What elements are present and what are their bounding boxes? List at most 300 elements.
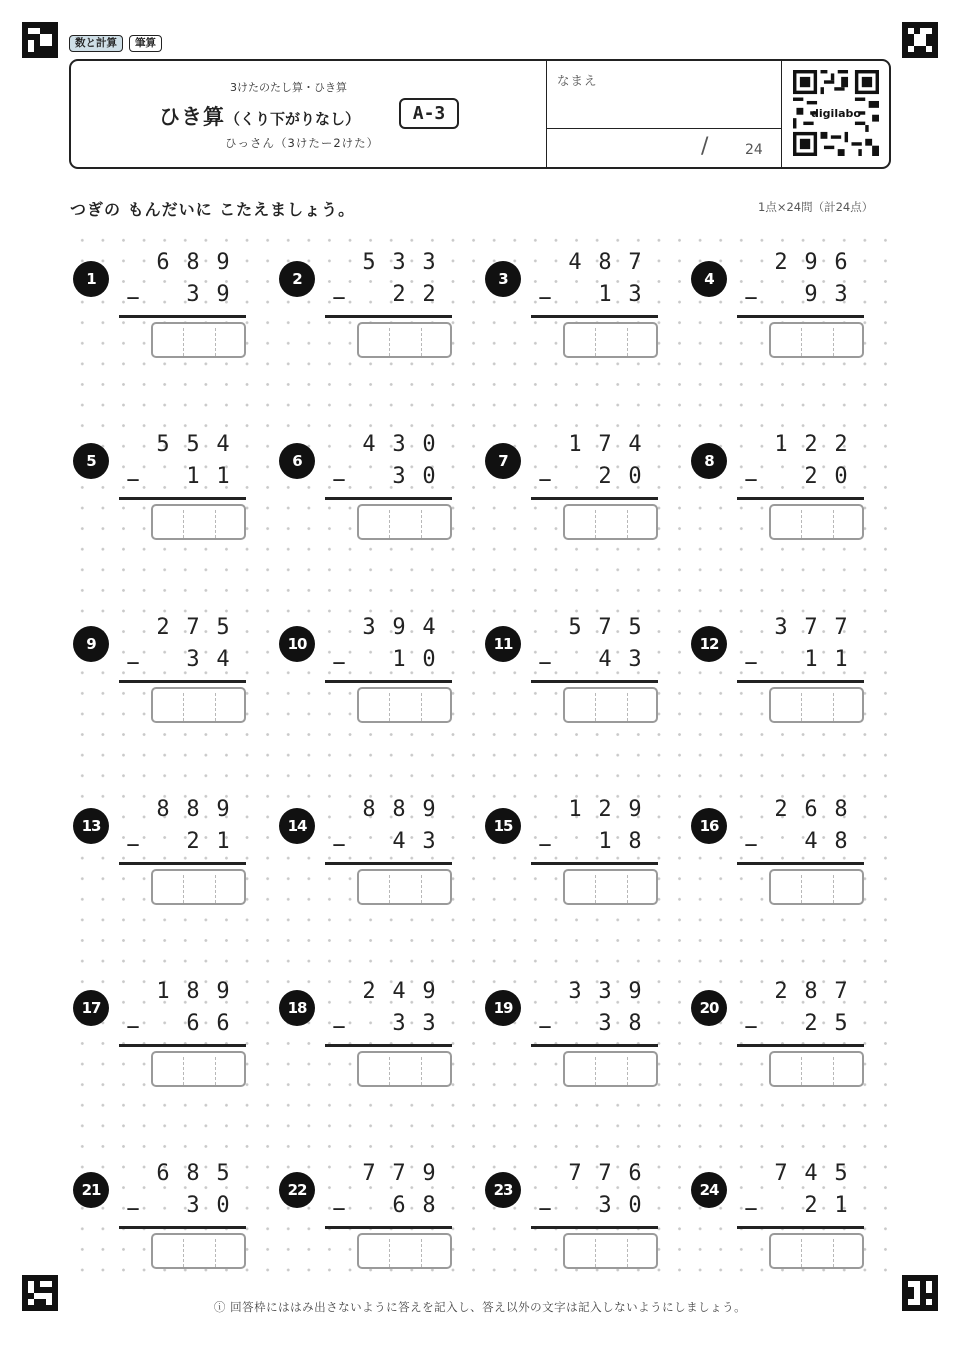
equals-rule	[119, 315, 246, 318]
answer-box[interactable]	[563, 1051, 658, 1087]
digit-divider	[389, 1239, 390, 1267]
answer-box[interactable]	[769, 504, 864, 540]
subtrahend-digit: 2	[804, 1011, 818, 1036]
subtrahend-digit: 2	[804, 1193, 818, 1218]
problem-19	[485, 979, 685, 1102]
digit-divider	[215, 1057, 216, 1085]
digit-divider	[801, 328, 802, 356]
problem-number-badge: 6	[279, 443, 315, 479]
digit-divider	[421, 510, 422, 538]
subtrahend-digit: 1	[216, 829, 230, 854]
digit-divider	[627, 693, 628, 721]
digit-divider	[389, 510, 390, 538]
problem-6	[279, 432, 479, 555]
header-description: ひっさん（3けたー2けた）	[225, 136, 380, 150]
subtrahend-digit: 0	[422, 647, 436, 672]
digit-divider	[421, 875, 422, 903]
minuend-digit: 8	[392, 797, 406, 822]
subtrahend-digit: 3	[186, 1193, 200, 1218]
problem-number-badge: 5	[73, 443, 109, 479]
digit-divider	[215, 510, 216, 538]
subtrahend-digit: 3	[422, 1011, 436, 1036]
equals-rule	[737, 680, 864, 683]
subtrahend-digit: 1	[804, 647, 818, 672]
subtrahend-digit: 6	[186, 1011, 200, 1036]
page-margin-bottom	[0, 1283, 960, 1358]
problem-18	[279, 979, 479, 1102]
subtrahend-digit: 8	[628, 829, 642, 854]
answer-box[interactable]	[563, 504, 658, 540]
minuend-digit: 6	[156, 1161, 170, 1186]
subtrahend-digit: 2	[392, 282, 406, 307]
minus-sign: −	[538, 833, 552, 858]
problem-number-badge: 15	[485, 808, 521, 844]
minuend-digit: 1	[156, 979, 170, 1004]
minus-sign: −	[332, 286, 346, 311]
minuend-digit: 3	[774, 615, 788, 640]
minuend-digit: 5	[834, 1161, 848, 1186]
problem-4	[691, 250, 891, 373]
worksheet-code: A-3	[399, 98, 459, 129]
digit-divider	[183, 328, 184, 356]
subtrahend-digit: 3	[392, 1011, 406, 1036]
minuend-digit: 2	[804, 432, 818, 457]
digit-divider	[421, 328, 422, 356]
minuend-digit: 5	[156, 432, 170, 457]
minus-sign: −	[126, 651, 140, 676]
qr-code-icon	[793, 70, 879, 156]
digit-divider	[389, 1057, 390, 1085]
minuend-digit: 5	[186, 432, 200, 457]
problem-5	[73, 432, 273, 555]
digit-divider	[801, 875, 802, 903]
page-margin-left	[0, 0, 66, 1358]
minuend-digit: 2	[774, 797, 788, 822]
digit-divider	[183, 510, 184, 538]
minuend-digit: 2	[156, 615, 170, 640]
subtrahend-digit: 3	[598, 1011, 612, 1036]
subtrahend-digit: 0	[422, 464, 436, 489]
subtrahend-digit: 5	[834, 1011, 848, 1036]
digit-divider	[421, 693, 422, 721]
problem-number-badge: 19	[485, 990, 521, 1026]
minuend-digit: 2	[362, 979, 376, 1004]
qr-brand-label: digilabo	[811, 106, 861, 120]
score-slash: /	[701, 134, 709, 159]
answer-box[interactable]	[151, 1051, 246, 1087]
problem-17	[73, 979, 273, 1102]
minuend-digit: 9	[628, 979, 642, 1004]
equals-rule	[737, 1226, 864, 1229]
equals-rule	[531, 680, 658, 683]
minuend-digit: 2	[774, 250, 788, 275]
minuend-digit: 1	[568, 432, 582, 457]
equals-rule	[325, 1044, 452, 1047]
minus-sign: −	[126, 468, 140, 493]
minuend-digit: 5	[216, 615, 230, 640]
minuend-digit: 8	[186, 1161, 200, 1186]
subtrahend-digit: 3	[628, 647, 642, 672]
subtrahend-digit: 2	[422, 282, 436, 307]
equals-rule	[531, 1044, 658, 1047]
minuend-digit: 8	[598, 250, 612, 275]
digit-divider	[801, 693, 802, 721]
problem-14	[279, 797, 479, 920]
answer-box[interactable]	[563, 869, 658, 905]
digit-divider	[215, 693, 216, 721]
equals-rule	[531, 862, 658, 865]
subtrahend-digit: 4	[392, 829, 406, 854]
minuend-digit: 4	[216, 432, 230, 457]
problem-number-badge: 24	[691, 1172, 727, 1208]
worksheet-header	[69, 59, 891, 169]
answer-box[interactable]	[151, 687, 246, 723]
digit-divider	[833, 693, 834, 721]
minuend-digit: 3	[392, 432, 406, 457]
minuend-digit: 8	[186, 979, 200, 1004]
minus-sign: −	[126, 286, 140, 311]
problem-number-badge: 18	[279, 990, 315, 1026]
digit-divider	[421, 1057, 422, 1085]
minuend-digit: 3	[422, 250, 436, 275]
digit-divider	[801, 1057, 802, 1085]
subtrahend-digit: 9	[216, 282, 230, 307]
minuend-digit: 3	[568, 979, 582, 1004]
digit-divider	[833, 1057, 834, 1085]
equals-rule	[531, 497, 658, 500]
minuend-digit: 4	[362, 432, 376, 457]
category-tags	[69, 35, 162, 52]
digit-divider	[595, 875, 596, 903]
problem-number-badge: 14	[279, 808, 315, 844]
minuend-digit: 8	[186, 797, 200, 822]
answer-box[interactable]	[151, 869, 246, 905]
problem-20	[691, 979, 891, 1102]
tag-subject: 数と計算	[69, 35, 123, 52]
minuend-digit: 9	[628, 797, 642, 822]
digit-divider	[215, 1239, 216, 1267]
problem-3	[485, 250, 685, 373]
minus-sign: −	[744, 286, 758, 311]
problem-number-badge: 2	[279, 261, 315, 297]
subtrahend-digit: 8	[834, 829, 848, 854]
digit-divider	[833, 510, 834, 538]
subtrahend-digit: 1	[834, 1193, 848, 1218]
digit-divider	[595, 1239, 596, 1267]
problem-15	[485, 797, 685, 920]
digit-divider	[595, 693, 596, 721]
scoring-note: 1点×24問（計24点）	[758, 200, 874, 214]
equals-rule	[119, 497, 246, 500]
minuend-digit: 2	[834, 432, 848, 457]
problem-number-badge: 3	[485, 261, 521, 297]
subtrahend-digit: 6	[392, 1193, 406, 1218]
minuend-digit: 7	[598, 1161, 612, 1186]
minuend-digit: 5	[628, 615, 642, 640]
answer-box[interactable]	[563, 687, 658, 723]
score-total: 24	[745, 142, 763, 158]
equals-rule	[325, 680, 452, 683]
digit-divider	[833, 1239, 834, 1267]
digit-divider	[215, 328, 216, 356]
problem-number-badge: 11	[485, 626, 521, 662]
minuend-digit: 9	[392, 615, 406, 640]
digit-divider	[183, 693, 184, 721]
minuend-digit: 5	[216, 1161, 230, 1186]
minuend-digit: 7	[186, 615, 200, 640]
minus-sign: −	[538, 1197, 552, 1222]
digit-divider	[833, 328, 834, 356]
minus-sign: −	[744, 1197, 758, 1222]
minuend-digit: 2	[598, 797, 612, 822]
problem-number-badge: 12	[691, 626, 727, 662]
minus-sign: −	[332, 1197, 346, 1222]
subtrahend-digit: 0	[628, 1193, 642, 1218]
problem-number-badge: 16	[691, 808, 727, 844]
corner-marker-top-right	[902, 22, 938, 58]
digit-divider	[627, 1239, 628, 1267]
problem-10	[279, 615, 479, 738]
digit-divider	[183, 875, 184, 903]
subtrahend-digit: 1	[216, 464, 230, 489]
minuend-digit: 4	[392, 979, 406, 1004]
minus-sign: −	[126, 833, 140, 858]
answer-box[interactable]	[357, 322, 452, 358]
subtrahend-digit: 8	[628, 1011, 642, 1036]
digit-divider	[627, 510, 628, 538]
minuend-digit: 7	[628, 250, 642, 275]
problem-16	[691, 797, 891, 920]
minuend-digit: 5	[568, 615, 582, 640]
subtrahend-digit: 3	[628, 282, 642, 307]
minuend-digit: 3	[362, 615, 376, 640]
minus-sign: −	[538, 468, 552, 493]
answer-box[interactable]	[151, 1233, 246, 1269]
answer-box[interactable]	[769, 1051, 864, 1087]
minuend-digit: 4	[804, 1161, 818, 1186]
problem-number-badge: 10	[279, 626, 315, 662]
problem-21	[73, 1161, 273, 1284]
answer-box[interactable]	[151, 504, 246, 540]
subtrahend-digit: 1	[598, 829, 612, 854]
answer-box[interactable]	[357, 504, 452, 540]
problem-24	[691, 1161, 891, 1284]
answer-box[interactable]	[769, 322, 864, 358]
minuend-digit: 1	[774, 432, 788, 457]
minuend-digit: 6	[834, 250, 848, 275]
minuend-digit: 4	[628, 432, 642, 457]
subtrahend-digit: 6	[216, 1011, 230, 1036]
problem-number-badge: 4	[691, 261, 727, 297]
minuend-digit: 6	[156, 250, 170, 275]
minuend-digit: 7	[598, 615, 612, 640]
problem-number-badge: 9	[73, 626, 109, 662]
minuend-digit: 7	[804, 615, 818, 640]
problem-7	[485, 432, 685, 555]
minuend-digit: 8	[156, 797, 170, 822]
equals-rule	[325, 1226, 452, 1229]
subtrahend-digit: 1	[834, 647, 848, 672]
minuend-digit: 7	[774, 1161, 788, 1186]
minuend-digit: 7	[568, 1161, 582, 1186]
minuend-digit: 7	[598, 432, 612, 457]
minuend-digit: 5	[362, 250, 376, 275]
digit-divider	[801, 1239, 802, 1267]
digit-divider	[801, 510, 802, 538]
answer-box[interactable]	[769, 869, 864, 905]
answer-box[interactable]	[357, 1233, 452, 1269]
minuend-digit: 9	[216, 797, 230, 822]
digit-divider	[183, 1239, 184, 1267]
minuend-digit: 0	[422, 432, 436, 457]
minuend-digit: 8	[804, 979, 818, 1004]
minuend-digit: 8	[362, 797, 376, 822]
minuend-digit: 9	[422, 979, 436, 1004]
corner-marker-top-left	[22, 22, 58, 58]
problem-8	[691, 432, 891, 555]
equals-rule	[531, 315, 658, 318]
minus-sign: −	[744, 1015, 758, 1040]
digit-divider	[215, 875, 216, 903]
minuend-digit: 9	[422, 797, 436, 822]
minuend-digit: 7	[392, 1161, 406, 1186]
answer-box[interactable]	[151, 322, 246, 358]
subtrahend-digit: 3	[392, 464, 406, 489]
minuend-digit: 2	[774, 979, 788, 1004]
problem-9	[73, 615, 273, 738]
answer-box[interactable]	[357, 869, 452, 905]
minuend-digit: 7	[362, 1161, 376, 1186]
problem-number-badge: 20	[691, 990, 727, 1026]
subtrahend-digit: 4	[216, 647, 230, 672]
problem-number-badge: 17	[73, 990, 109, 1026]
problem-1	[73, 250, 273, 373]
subtrahend-digit: 4	[804, 829, 818, 854]
answer-box[interactable]	[357, 1051, 452, 1087]
minuend-digit: 9	[216, 250, 230, 275]
minuend-digit: 7	[834, 615, 848, 640]
problem-number-badge: 23	[485, 1172, 521, 1208]
problem-2	[279, 250, 479, 373]
equals-rule	[531, 1226, 658, 1229]
subtrahend-digit: 2	[598, 464, 612, 489]
title-paren: （くり下がりなし）	[225, 110, 361, 128]
minuend-digit: 9	[216, 979, 230, 1004]
minus-sign: −	[744, 468, 758, 493]
tag-topic: 筆算	[129, 35, 162, 52]
minuend-digit: 6	[628, 1161, 642, 1186]
digit-divider	[595, 510, 596, 538]
minuend-digit: 9	[422, 1161, 436, 1186]
problem-12	[691, 615, 891, 738]
problem-13	[73, 797, 273, 920]
minus-sign: −	[744, 651, 758, 676]
digit-divider	[183, 1057, 184, 1085]
minus-sign: −	[538, 651, 552, 676]
page-title	[159, 101, 360, 131]
equals-rule	[737, 862, 864, 865]
problem-22	[279, 1161, 479, 1284]
subtrahend-digit: 0	[628, 464, 642, 489]
subtrahend-digit: 1	[392, 647, 406, 672]
subtrahend-digit: 1	[598, 282, 612, 307]
minus-sign: −	[332, 1015, 346, 1040]
minuend-digit: 8	[834, 797, 848, 822]
equals-rule	[119, 1226, 246, 1229]
equals-rule	[325, 497, 452, 500]
title-main: ひき算	[159, 105, 225, 129]
subtrahend-digit: 3	[598, 1193, 612, 1218]
answer-box[interactable]	[563, 1233, 658, 1269]
name-field-label: なまえ	[557, 73, 598, 88]
minuend-digit: 9	[804, 250, 818, 275]
header-subtitle: 3けたのたし算・ひき算	[230, 81, 347, 94]
digit-divider	[389, 875, 390, 903]
digit-divider	[627, 328, 628, 356]
subtrahend-digit: 3	[422, 829, 436, 854]
minuend-digit: 3	[392, 250, 406, 275]
minuend-digit: 3	[598, 979, 612, 1004]
digit-divider	[627, 1057, 628, 1085]
digit-divider	[595, 328, 596, 356]
answer-box[interactable]	[769, 687, 864, 723]
answer-box[interactable]	[357, 687, 452, 723]
minus-sign: −	[538, 286, 552, 311]
subtrahend-digit: 3	[186, 647, 200, 672]
minuend-digit: 7	[834, 979, 848, 1004]
minus-sign: −	[126, 1015, 140, 1040]
minuend-digit: 8	[186, 250, 200, 275]
problem-number-badge: 22	[279, 1172, 315, 1208]
equals-rule	[119, 862, 246, 865]
equals-rule	[737, 497, 864, 500]
equals-rule	[325, 315, 452, 318]
minus-sign: −	[126, 1197, 140, 1222]
minuend-digit: 4	[568, 250, 582, 275]
subtrahend-digit: 4	[598, 647, 612, 672]
equals-rule	[325, 862, 452, 865]
minuend-digit: 4	[422, 615, 436, 640]
subtrahend-digit: 0	[216, 1193, 230, 1218]
equals-rule	[737, 315, 864, 318]
digit-divider	[627, 875, 628, 903]
page-margin-right	[892, 0, 960, 1358]
minuend-digit: 6	[804, 797, 818, 822]
equals-rule	[119, 1044, 246, 1047]
minus-sign: −	[332, 468, 346, 493]
problem-number-badge: 7	[485, 443, 521, 479]
problem-number-badge: 13	[73, 808, 109, 844]
problem-number-badge: 8	[691, 443, 727, 479]
subtrahend-digit: 0	[834, 464, 848, 489]
subtrahend-digit: 2	[186, 829, 200, 854]
subtrahend-digit: 1	[186, 464, 200, 489]
problem-number-badge: 1	[73, 261, 109, 297]
answer-box[interactable]	[769, 1233, 864, 1269]
subtrahend-digit: 3	[834, 282, 848, 307]
footer-note: ⓘ 回答枠にははみ出さないように答えを記入し、答え以外の文字は記入しないようにしましょう。	[213, 1300, 747, 1314]
equals-rule	[737, 1044, 864, 1047]
problem-23	[485, 1161, 685, 1284]
subtrahend-digit: 3	[186, 282, 200, 307]
answer-box[interactable]	[563, 322, 658, 358]
digit-divider	[595, 1057, 596, 1085]
subtrahend-digit: 2	[804, 464, 818, 489]
equals-rule	[119, 680, 246, 683]
minuend-digit: 1	[568, 797, 582, 822]
problem-11	[485, 615, 685, 738]
digit-divider	[421, 1239, 422, 1267]
